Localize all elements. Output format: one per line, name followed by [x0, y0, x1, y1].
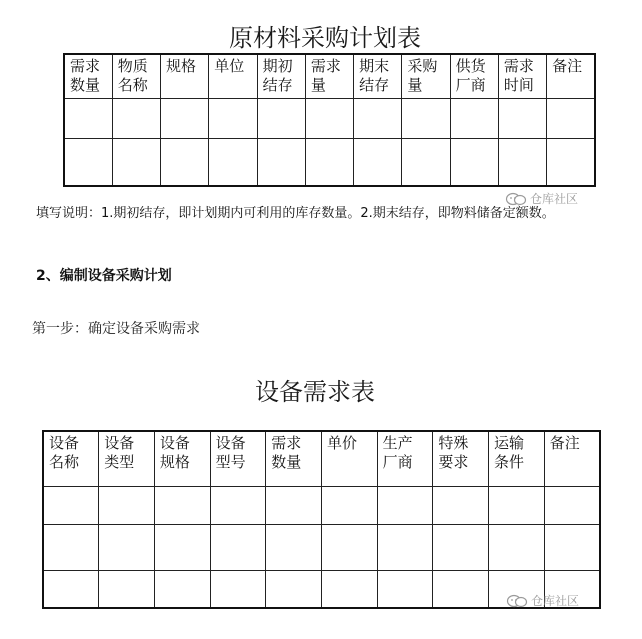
table-cell [154, 486, 210, 524]
column-header-label: 设备名称 [49, 434, 80, 471]
table-cell [489, 486, 545, 524]
column-header-label: 期末结存 [359, 57, 390, 94]
column-header-label: 生产厂商 [382, 434, 413, 471]
column-header [112, 54, 160, 98]
table-cell [547, 98, 595, 138]
table-cell [321, 524, 377, 570]
table-cell [161, 138, 209, 186]
column-header-label: 需求数量 [271, 434, 302, 471]
table-cell [43, 486, 99, 524]
column-header [99, 431, 155, 486]
column-header [377, 431, 433, 486]
table-cell [450, 98, 498, 138]
table-header-row [64, 54, 595, 98]
section-heading: 2、编制设备采购计划 [36, 268, 172, 284]
table-cell [210, 570, 266, 608]
fill-instructions: 填写说明：1.期初结存，即计划期内可利用的库存数量。2.期末结存，即物料储备定额数。 [36, 206, 555, 221]
table-cell [305, 138, 353, 186]
column-header-label: 单价 [326, 434, 357, 452]
material-plan-table [63, 53, 596, 187]
table-cell [154, 524, 210, 570]
column-header [305, 54, 353, 98]
table-cell [210, 486, 266, 524]
table-cell [43, 524, 99, 570]
table-cell [99, 524, 155, 570]
column-header [498, 54, 546, 98]
table-cell [305, 98, 353, 138]
equipment-table-title: 设备需求表 [255, 378, 375, 406]
column-header-label: 特殊要求 [438, 434, 469, 471]
column-header-label: 期初结存 [262, 57, 293, 94]
column-header-label: 需求时间 [503, 57, 534, 94]
table-row [43, 486, 600, 524]
watermark-text: 仓库社区 [531, 594, 580, 608]
watermark-text: 仓库社区 [530, 192, 579, 206]
table-cell [209, 138, 257, 186]
column-header [64, 54, 112, 98]
table-cell [43, 570, 99, 608]
table-cell [321, 486, 377, 524]
table-cell [544, 486, 600, 524]
column-header-label: 备注 [552, 57, 583, 75]
table-cell [354, 98, 402, 138]
column-header [489, 431, 545, 486]
table-row [64, 138, 595, 186]
column-header [209, 54, 257, 98]
column-header [450, 54, 498, 98]
table-cell [402, 98, 450, 138]
column-header [321, 431, 377, 486]
equipment-demand-table [42, 430, 601, 609]
table-cell [266, 524, 322, 570]
table-cell [354, 138, 402, 186]
table-cell [433, 570, 489, 608]
table-cell [544, 524, 600, 570]
column-header [257, 54, 305, 98]
table-row [43, 524, 600, 570]
table-cell [99, 486, 155, 524]
step-text: 第一步：确定设备采购需求 [32, 321, 200, 337]
table-cell [498, 138, 546, 186]
column-header-label: 物质名称 [117, 57, 148, 94]
table-cell [64, 98, 112, 138]
table-cell [433, 486, 489, 524]
table-cell [112, 138, 160, 186]
table-cell [99, 570, 155, 608]
table-cell [433, 524, 489, 570]
column-header-label: 设备类型 [104, 434, 135, 471]
table-cell [450, 138, 498, 186]
table-cell [64, 138, 112, 186]
column-header [402, 54, 450, 98]
table-cell [498, 98, 546, 138]
table-cell [547, 138, 595, 186]
column-header-label: 运输条件 [494, 434, 525, 471]
column-header-label: 设备规格 [159, 434, 190, 471]
table-cell [210, 524, 266, 570]
table-cell [377, 486, 433, 524]
column-header [43, 431, 99, 486]
column-header [161, 54, 209, 98]
column-header [266, 431, 322, 486]
table-cell [257, 98, 305, 138]
table-cell [321, 570, 377, 608]
material-table-title: 原材料采购计划表 [229, 24, 421, 52]
column-header-label: 设备型号 [215, 434, 246, 471]
table-cell [257, 138, 305, 186]
column-header [354, 54, 402, 98]
table-cell [209, 98, 257, 138]
column-header-label: 规格 [166, 57, 197, 75]
table-cell [489, 524, 545, 570]
column-header [154, 431, 210, 486]
column-header [433, 431, 489, 486]
table-cell [377, 570, 433, 608]
table-row [64, 98, 595, 138]
table-header-row [43, 431, 600, 486]
column-header [547, 54, 595, 98]
table-cell [154, 570, 210, 608]
column-header-label: 单位 [214, 57, 245, 75]
table-cell [377, 524, 433, 570]
column-header-label: 需求数量 [70, 57, 101, 94]
column-header-label: 供货厂商 [455, 57, 486, 94]
column-header-label: 备注 [549, 434, 580, 452]
watermark [506, 592, 579, 609]
column-header [544, 431, 600, 486]
table-cell [266, 570, 322, 608]
table-cell [161, 98, 209, 138]
table-cell [266, 486, 322, 524]
column-header [210, 431, 266, 486]
wechat-watermark-icon [506, 594, 528, 608]
table-cell [112, 98, 160, 138]
column-header-label: 需求量 [310, 57, 341, 94]
column-header-label: 采购量 [407, 57, 438, 94]
table-cell [402, 138, 450, 186]
